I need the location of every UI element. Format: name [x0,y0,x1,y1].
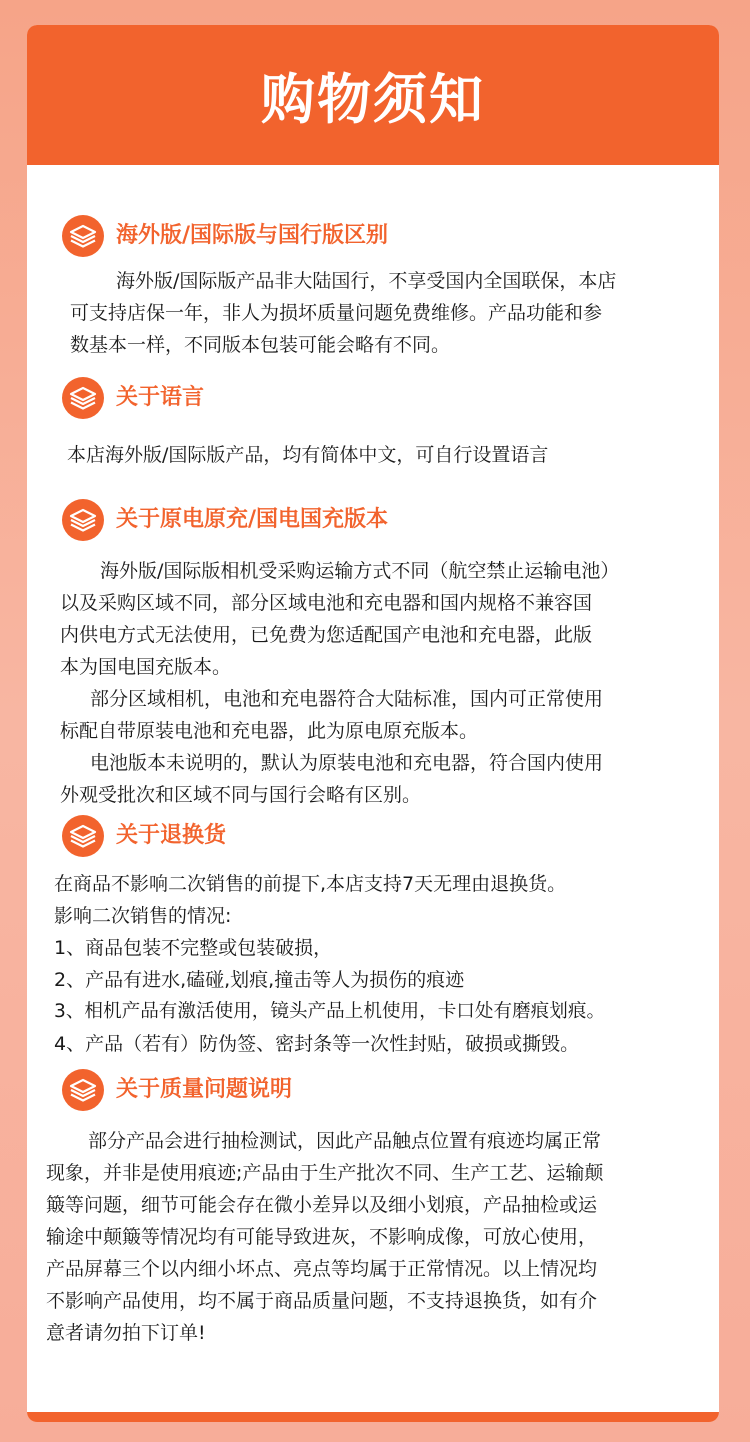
section-header-battery [62,499,388,541]
text-line: 数基本一样，不同版本包装可能会略有不同。 [70,334,451,356]
section-body-language [27,439,719,471]
notice-header [27,25,719,165]
section-header-quality [62,1069,292,1111]
text-line: 输途中颠簸等情况均有可能导致进灰，不影响成像，可放心使用， [46,1226,598,1248]
text-line: 1、商品包装不完整或包装破损， [54,937,333,959]
text-line: 簸等问题，细节可能会存在微小差异以及细小划痕，产品抽检或运 [46,1194,598,1216]
layers-icon [62,377,104,419]
text-line: 部分区域相机，电池和充电器符合大陆标准，国内可正常使用 [90,688,604,710]
text-line: 不影响产品使用，均不属于商品质量问题，不支持退换货，如有介 [46,1290,598,1312]
section-title: 关于退换货 [116,823,227,848]
text-line: 现象，并非是使用痕迹;产品由于生产批次不同、生产工艺、运输颠 [46,1162,604,1184]
layers-icon [62,499,104,541]
card-bottom-bar [27,1412,719,1422]
text-line: 海外版/国际版产品非大陆国行，不享受国内全国联保，本店 [116,270,617,292]
section-title: 海外版/国际版与国行版区别 [116,223,389,248]
section-header-version [62,215,388,257]
text-line: 外观受批次和区域不同与国行会略有区别。 [60,784,422,806]
section-header-returns [62,815,226,857]
text-line: 以及采购区域不同，部分区域电池和充电器和国内规格不兼容国 [60,592,593,614]
text-line: 3、相机产品有激活使用，镜头产品上机使用，卡口处有磨痕划痕。 [54,1001,606,1022]
section-title: 关于语言 [116,385,205,410]
section-body-returns [27,868,719,1060]
notice-card [27,25,719,1422]
page-title: 购物须知 [261,67,485,131]
section-body-quality [27,1125,719,1349]
text-line: 2、产品有进水,磕碰,划痕,撞击等人为损伤的痕迹 [54,969,465,991]
section-title: 关于原电原充/国电国充版本 [116,507,389,532]
text-line: 影响二次销售的情况: [54,905,232,927]
text-line: 电池版本未说明的，默认为原装电池和充电器，符合国内使用 [90,752,604,774]
layers-icon [62,1069,104,1111]
text-line: 标配自带原装电池和充电器，此为原电原充版本。 [60,720,479,742]
text-line: 海外版/国际版相机受采购运输方式不同（航空禁止运输电池） [100,560,620,582]
text-line: 本店海外版/国际版产品，均有简体中文，可自行设置语言 [67,444,549,466]
text-line: 可支持店保一年，非人为损坏质量问题免费维修。产品功能和参 [70,302,603,324]
text-line: 本为国电国充版本。 [60,656,232,678]
text-line: 意者请勿拍下订单! [46,1322,206,1344]
text-line: 在商品不影响二次销售的前提下,本店支持7天无理由退换货。 [54,873,567,895]
text-line: 内供电方式无法使用，已免费为您适配国产电池和充电器，此版 [60,624,593,646]
text-line: 产品屏幕三个以内细小坏点、亮点等均属于正常情况。以上情况均 [46,1258,598,1280]
section-body-version [27,265,719,361]
text-line: 部分产品会进行抽检测试，因此产品触点位置有痕迹均属正常 [88,1130,602,1152]
layers-icon [62,215,104,257]
text-line: 4、产品（若有）防伪签、密封条等一次性封贴，破损或撕毁。 [54,1033,580,1055]
section-title: 关于质量问题说明 [116,1077,293,1102]
section-header-language [62,377,204,419]
section-body-battery [27,555,719,811]
layers-icon [62,815,104,857]
